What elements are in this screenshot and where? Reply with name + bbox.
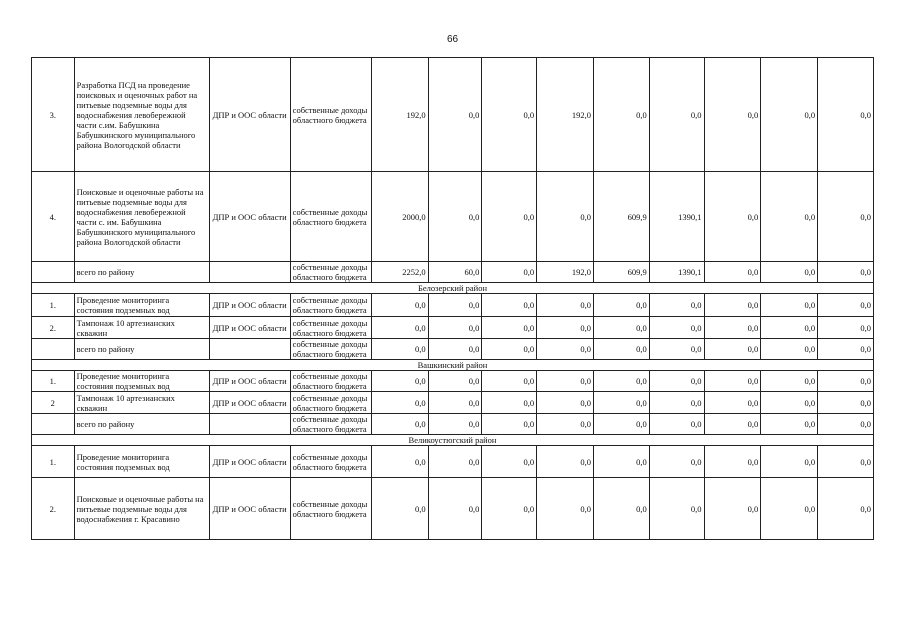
item-name: Тампонаж 10 артезианских скважин <box>74 317 209 339</box>
amount-cell: 0,0 <box>761 371 818 392</box>
executor-cell: ДПР и ООС области <box>209 58 290 172</box>
amount-cell: 0,0 <box>371 294 428 317</box>
district-total-row <box>32 414 874 435</box>
amount-cell: 0,0 <box>428 478 482 540</box>
table-row <box>32 317 874 339</box>
amount-cell: 0,0 <box>761 317 818 339</box>
amount-cell: 0,0 <box>371 317 428 339</box>
amount-cell: 0,0 <box>818 339 874 360</box>
amount-cell: 0,0 <box>704 478 761 540</box>
funding-source-cell: собственные доходы областного бюджета <box>290 446 371 478</box>
amount-cell: 0,0 <box>593 339 649 360</box>
amount-cell: 0,0 <box>704 262 761 283</box>
amount-cell: 0,0 <box>482 371 537 392</box>
funding-source-cell: собственные доходы областного бюджета <box>290 478 371 540</box>
amount-cell: 0,0 <box>482 262 537 283</box>
amount-cell: 0,0 <box>761 414 818 435</box>
amount-cell: 0,0 <box>649 294 704 317</box>
amount-cell: 0,0 <box>704 294 761 317</box>
amount-cell: 192,0 <box>537 262 594 283</box>
amount-cell: 2000,0 <box>371 172 428 262</box>
amount-cell: 0,0 <box>818 317 874 339</box>
amount-cell: 0,0 <box>371 371 428 392</box>
district-header-row <box>32 283 874 294</box>
amount-cell: 0,0 <box>649 339 704 360</box>
amount-cell: 0,0 <box>593 414 649 435</box>
amount-cell: 0,0 <box>761 262 818 283</box>
amount-cell: 0,0 <box>371 478 428 540</box>
amount-cell: 0,0 <box>704 446 761 478</box>
amount-cell: 0,0 <box>371 339 428 360</box>
executor-cell <box>209 339 290 360</box>
amount-cell: 0,0 <box>704 317 761 339</box>
amount-cell: 0,0 <box>593 58 649 172</box>
item-number: 3. <box>32 58 75 172</box>
amount-cell: 0,0 <box>537 392 594 414</box>
item-name: Разработка ПСД на проведение поисковых и оценочных работ на питьевые подземные воды для водоснабжения левобережной части с.им. Бабушкина Бабушкинского муниципального района Вологодской области <box>74 58 209 172</box>
amount-cell: 0,0 <box>761 478 818 540</box>
item-number <box>32 414 75 435</box>
table-row <box>32 446 874 478</box>
executor-cell: ДПР и ООС области <box>209 392 290 414</box>
item-number <box>32 339 75 360</box>
amount-cell: 0,0 <box>428 371 482 392</box>
district-title: Великоустюгский район <box>32 435 874 446</box>
executor-cell: ДПР и ООС области <box>209 446 290 478</box>
amount-cell: 0,0 <box>537 172 594 262</box>
amount-cell: 609,9 <box>593 172 649 262</box>
amount-cell: 0,0 <box>428 414 482 435</box>
executor-cell: ДПР и ООС области <box>209 172 290 262</box>
item-name: всего по району <box>74 414 209 435</box>
item-number: 2. <box>32 478 75 540</box>
item-number: 2. <box>32 317 75 339</box>
item-name: Проведение мониторинга состояния подземных вод <box>74 371 209 392</box>
funding-source-cell: собственные доходы областного бюджета <box>290 172 371 262</box>
amount-cell: 0,0 <box>704 172 761 262</box>
amount-cell: 0,0 <box>482 172 537 262</box>
amount-cell: 0,0 <box>649 392 704 414</box>
amount-cell: 0,0 <box>704 371 761 392</box>
amount-cell: 0,0 <box>649 446 704 478</box>
table-row <box>32 478 874 540</box>
amount-cell: 0,0 <box>761 58 818 172</box>
amount-cell: 0,0 <box>482 478 537 540</box>
amount-cell: 0,0 <box>818 262 874 283</box>
amount-cell: 0,0 <box>818 294 874 317</box>
amount-cell: 0,0 <box>593 294 649 317</box>
table-row <box>32 294 874 317</box>
amount-cell: 0,0 <box>537 478 594 540</box>
item-name: Поисковые и оценочные работы на питьевые подземные воды для водоснабжения левобережной части с. им. Бабушкина Бабушкинского муниципального района Вологодской области <box>74 172 209 262</box>
funding-source-cell: собственные доходы областного бюджета <box>290 317 371 339</box>
amount-cell: 0,0 <box>482 294 537 317</box>
amount-cell: 0,0 <box>482 414 537 435</box>
district-title: Вашкинский район <box>32 360 874 371</box>
amount-cell: 0,0 <box>704 414 761 435</box>
amount-cell: 0,0 <box>371 414 428 435</box>
amount-cell: 0,0 <box>482 339 537 360</box>
executor-cell <box>209 262 290 283</box>
amount-cell: 0,0 <box>649 414 704 435</box>
amount-cell: 0,0 <box>482 58 537 172</box>
item-name: Поисковые и оценочные работы на питьевые подземные воды для водоснабжения г. Красавино <box>74 478 209 540</box>
amount-cell: 0,0 <box>704 339 761 360</box>
item-name: всего по району <box>74 262 209 283</box>
funding-source-cell: собственные доходы областного бюджета <box>290 262 371 283</box>
amount-cell: 0,0 <box>649 478 704 540</box>
amount-cell: 0,0 <box>818 371 874 392</box>
amount-cell: 0,0 <box>428 317 482 339</box>
amount-cell: 1390,1 <box>649 172 704 262</box>
amount-cell: 0,0 <box>482 392 537 414</box>
amount-cell: 0,0 <box>818 478 874 540</box>
amount-cell: 192,0 <box>371 58 428 172</box>
item-number: 4. <box>32 172 75 262</box>
amount-cell: 0,0 <box>761 339 818 360</box>
amount-cell: 0,0 <box>818 414 874 435</box>
amount-cell: 0,0 <box>537 294 594 317</box>
table-row <box>32 58 874 172</box>
amount-cell: 0,0 <box>371 392 428 414</box>
amount-cell: 0,0 <box>649 317 704 339</box>
district-title: Белозерский район <box>32 283 874 294</box>
amount-cell: 0,0 <box>593 446 649 478</box>
amount-cell: 0,0 <box>537 446 594 478</box>
funding-source-cell: собственные доходы областного бюджета <box>290 414 371 435</box>
amount-cell: 0,0 <box>428 294 482 317</box>
amount-cell: 0,0 <box>537 339 594 360</box>
amount-cell: 609,9 <box>593 262 649 283</box>
district-total-row <box>32 262 874 283</box>
funding-source-cell: собственные доходы областного бюджета <box>290 371 371 392</box>
amount-cell: 0,0 <box>428 392 482 414</box>
amount-cell: 0,0 <box>818 172 874 262</box>
amount-cell: 0,0 <box>761 392 818 414</box>
amount-cell: 0,0 <box>649 371 704 392</box>
amount-cell: 0,0 <box>818 58 874 172</box>
amount-cell: 0,0 <box>428 58 482 172</box>
table-row <box>32 172 874 262</box>
amount-cell: 0,0 <box>818 392 874 414</box>
amount-cell: 1390,1 <box>649 262 704 283</box>
executor-cell: ДПР и ООС области <box>209 371 290 392</box>
funding-source-cell: собственные доходы областного бюджета <box>290 392 371 414</box>
amount-cell: 0,0 <box>428 446 482 478</box>
amount-cell: 0,0 <box>761 172 818 262</box>
table-row <box>32 371 874 392</box>
amount-cell: 0,0 <box>818 446 874 478</box>
amount-cell: 0,0 <box>537 414 594 435</box>
funding-source-cell: собственные доходы областного бюджета <box>290 294 371 317</box>
item-number: 2 <box>32 392 75 414</box>
executor-cell: ДПР и ООС области <box>209 294 290 317</box>
district-total-row <box>32 339 874 360</box>
executor-cell <box>209 414 290 435</box>
item-number: 1. <box>32 446 75 478</box>
budget-table <box>31 57 874 540</box>
table-row <box>32 392 874 414</box>
item-name: Проведение мониторинга состояния подземных вод <box>74 294 209 317</box>
amount-cell: 0,0 <box>704 392 761 414</box>
funding-source-cell: собственные доходы областного бюджета <box>290 339 371 360</box>
amount-cell: 0,0 <box>428 172 482 262</box>
amount-cell: 0,0 <box>761 446 818 478</box>
amount-cell: 0,0 <box>537 371 594 392</box>
amount-cell: 0,0 <box>649 58 704 172</box>
amount-cell: 0,0 <box>482 317 537 339</box>
amount-cell: 0,0 <box>428 339 482 360</box>
page-number: 66 <box>446 34 459 45</box>
item-number: 1. <box>32 371 75 392</box>
amount-cell: 60,0 <box>428 262 482 283</box>
amount-cell: 0,0 <box>761 294 818 317</box>
executor-cell: ДПР и ООС области <box>209 478 290 540</box>
amount-cell: 0,0 <box>371 446 428 478</box>
amount-cell: 0,0 <box>593 392 649 414</box>
item-name: Тампонаж 10 артезианских скважин <box>74 392 209 414</box>
amount-cell: 0,0 <box>704 58 761 172</box>
item-number: 1. <box>32 294 75 317</box>
district-header-row <box>32 360 874 371</box>
item-number <box>32 262 75 283</box>
amount-cell: 2252,0 <box>371 262 428 283</box>
amount-cell: 0,0 <box>537 317 594 339</box>
amount-cell: 0,0 <box>593 317 649 339</box>
item-name: Проведение мониторинга состояния подземных вод <box>74 446 209 478</box>
district-header-row <box>32 435 874 446</box>
amount-cell: 0,0 <box>593 478 649 540</box>
funding-source-cell: собственные доходы областного бюджета <box>290 58 371 172</box>
executor-cell: ДПР и ООС области <box>209 317 290 339</box>
amount-cell: 0,0 <box>482 446 537 478</box>
amount-cell: 192,0 <box>537 58 594 172</box>
amount-cell: 0,0 <box>593 371 649 392</box>
item-name: всего по району <box>74 339 209 360</box>
